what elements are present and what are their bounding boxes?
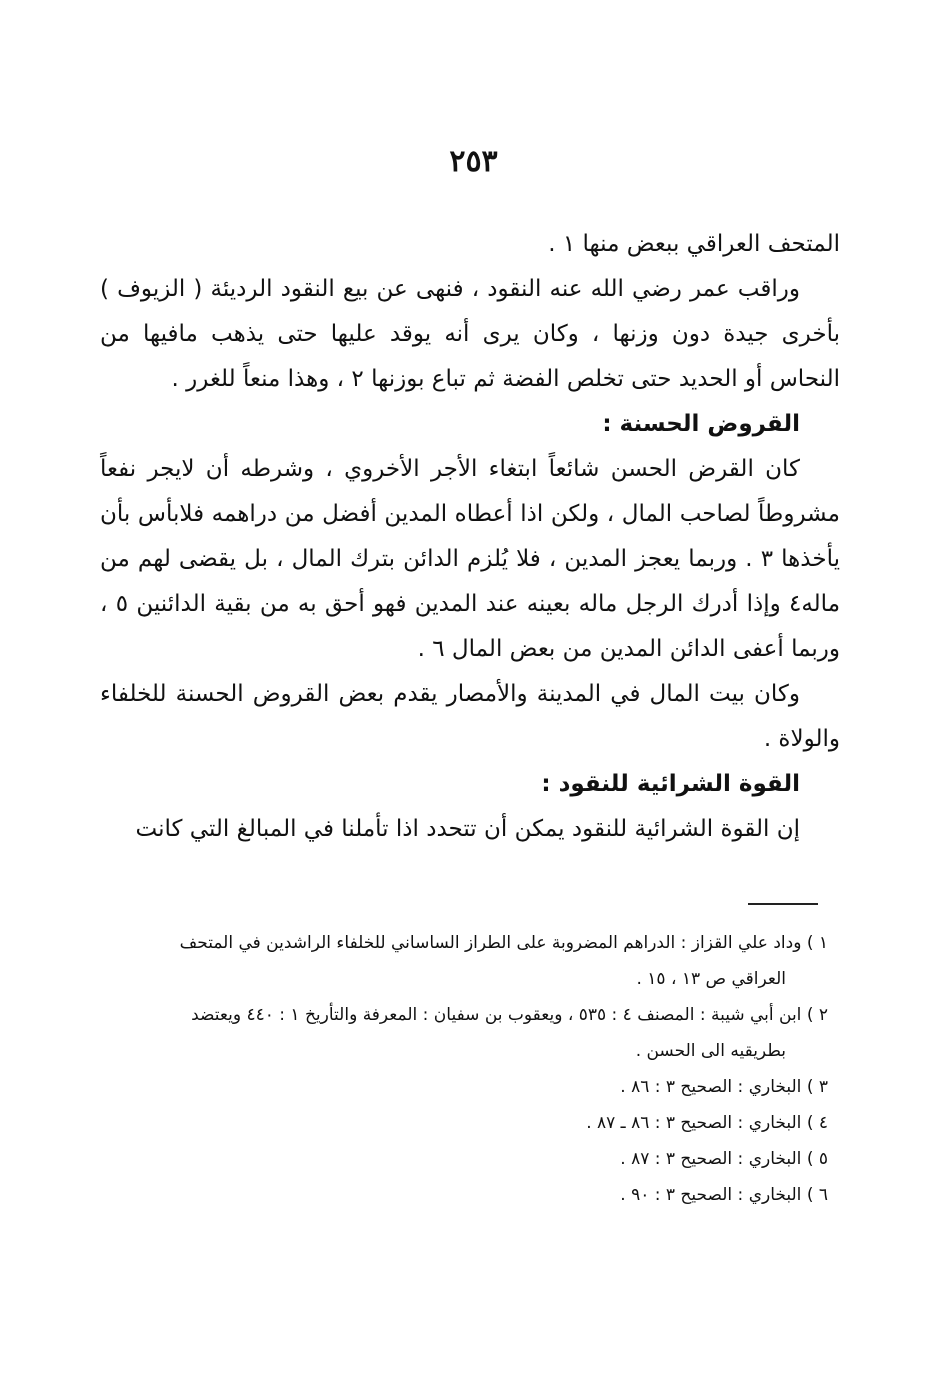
footnote-text: ابن أبي شيبة : المصنف ٤ : ٥٣٥ ، ويعقوب بن سفيان : المعرفة والتأريخ ١ : ٤٤٠ ويعتضد <box>191 1005 802 1025</box>
footnote <box>140 1069 828 1105</box>
footnote-number: ١ ) <box>806 933 828 953</box>
footnote-number: ٥ ) <box>806 1149 828 1169</box>
footnote-text-continued: العراقي ص ١٣ ، ١٥ . <box>636 969 786 989</box>
paragraph: إن القوة الشرائية للنقود يمكن أن تتحدد اذا تأملنا في المبالغ التي كانت <box>135 816 800 842</box>
footnote-separator <box>748 903 818 905</box>
footnote-text-continued: بطريقيه الى الحسن . <box>635 1041 786 1061</box>
footnotes <box>140 925 828 1213</box>
footnote <box>140 1177 828 1213</box>
paragraph: وكان بيت المال في المدينة والأمصار يقدم بعض القروض الحسنة للخلفاء والولاة . <box>100 681 840 752</box>
footnote-number: ٤ ) <box>806 1113 828 1133</box>
footnote-number: ٣ ) <box>806 1077 828 1097</box>
section-heading: القوة الشرائية للنقود : <box>541 771 800 797</box>
footnote <box>140 1141 828 1177</box>
footnote-text: البخاري : الصحيح ٣ : ٨٧ . <box>620 1149 802 1169</box>
footnote <box>140 997 828 1069</box>
paragraph: المتحف العراقي ببعض منها ١ . <box>548 231 840 257</box>
footnote-text: البخاري : الصحيح ٣ : ٨٦ . <box>620 1077 802 1097</box>
footnote-text: البخاري : الصحيح ٣ : ٨٦ ـ ٨٧ . <box>586 1113 802 1133</box>
page-number: ٢٥٣ <box>449 144 498 179</box>
footnote-number: ٦ ) <box>806 1185 828 1205</box>
main-text <box>100 222 840 852</box>
paragraph: كان القرض الحسن شائعاً ابتغاء الأجر الأخروي ، وشرطه أن لايجر نفعاً مشروطاً لصاحب المال ، ولكن اذا أعطاه المدين أفضل من دراهمه فلابأس بأن يأخذها ٣ . وربما يعجز المدين ، فلا يُلزم الدائن بترك المال ، بل يقضى لهم من ماله٤ وإذا أدرك الرجل ماله بعينه عند المدين فهو أحق به من بقية الدائنين ٥ ، وربما أعفى الدائن المدين من بعض المال ٦ . <box>100 456 841 662</box>
footnote <box>140 925 828 997</box>
footnote-number: ٢ ) <box>806 1005 828 1025</box>
footnote <box>140 1105 828 1141</box>
section-heading: القروض الحسنة : <box>602 411 800 437</box>
paragraph: وراقب عمر رضي الله عنه النقود ، فنهى عن بيع النقود الرديئة ( الزيوف ) بأخرى جيدة دون وزنها ، وكان يرى أنه يوقد عليها حتى يذهب مافيها من النحاس أو الحديد حتى تخلص الفضة ثم تباع بوزنها ٢ ، وهذا منعاً للغرر . <box>100 276 840 392</box>
footnote-text: وداد علي القزاز : الدراهم المضروبة على الطراز الساساني للخلفاء الراشدين في المتحف <box>179 933 802 953</box>
footnote-text: البخاري : الصحيح ٣ : ٩٠ . <box>620 1185 802 1205</box>
